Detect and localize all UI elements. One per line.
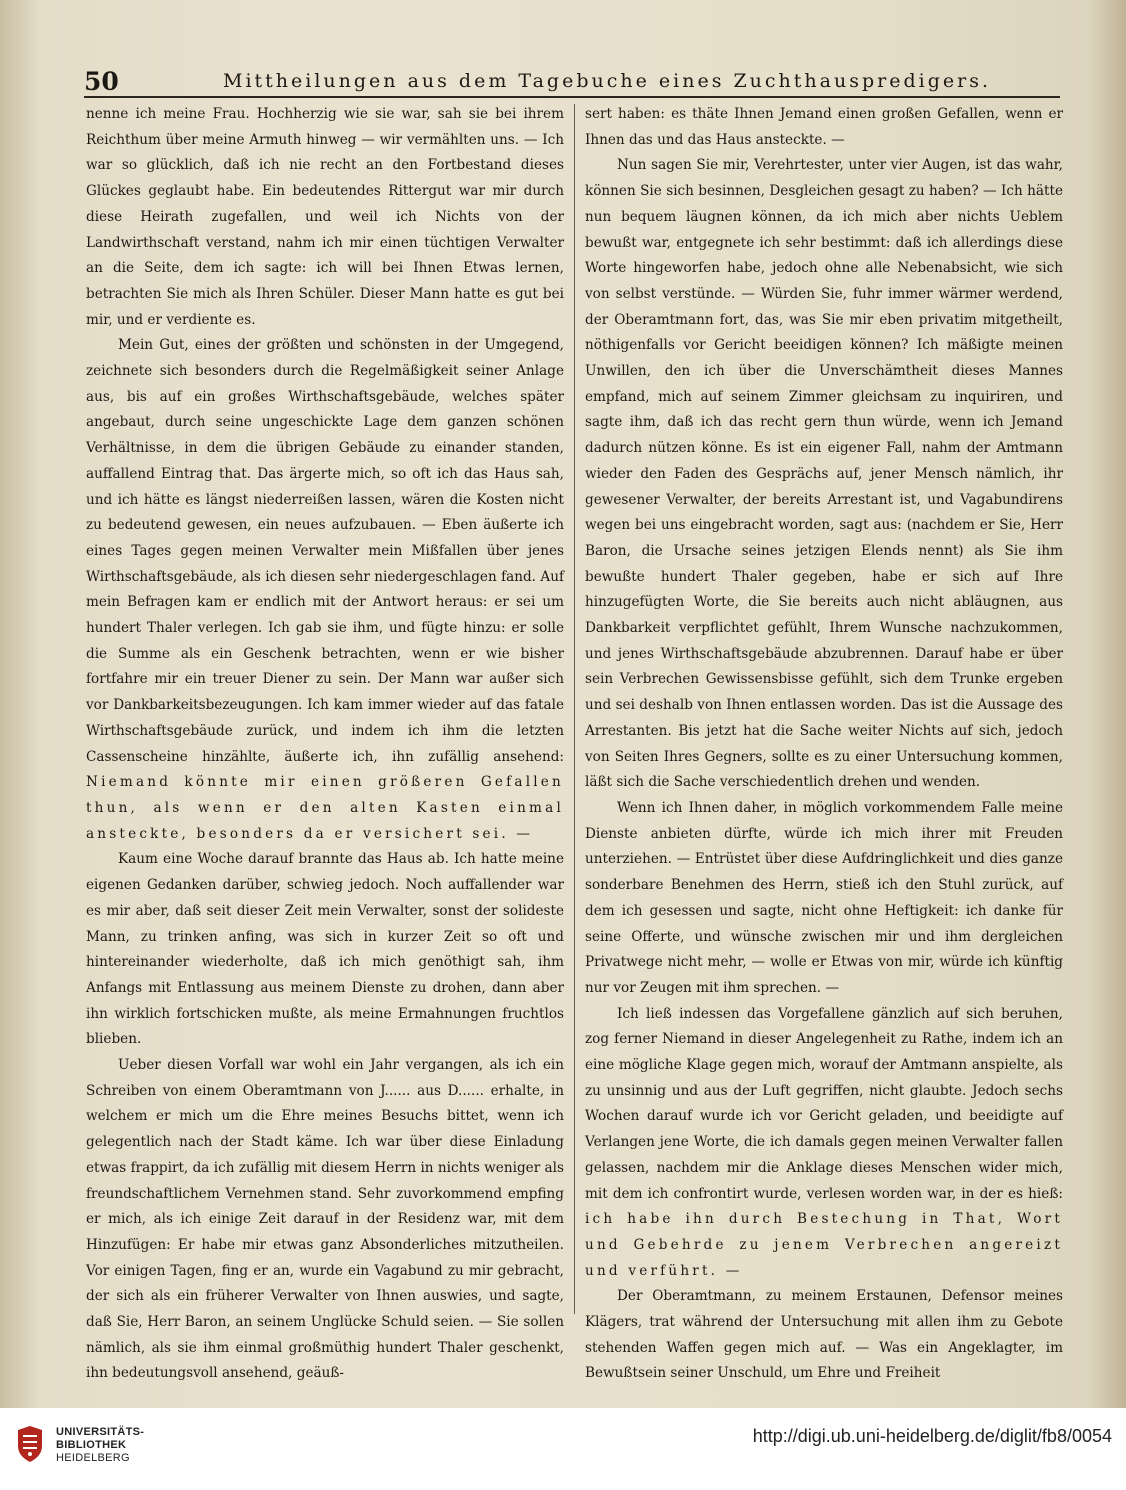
page-number: 50 <box>84 66 119 96</box>
running-title: Mittheilungen aus dem Tagebuche eines Zuchthauspredigers. <box>222 70 991 92</box>
source-url-link[interactable]: http://digi.ub.uni-heidelberg.de/diglit/fb8/0054 <box>752 1426 1112 1446</box>
paragraph: Kaum eine Woche darauf brannte das Haus ab. Ich hatte meine eigenen Gedanken darüber, schwieg jedoch. Noch auffallender war es mir aber, daß seit dieser Zeit mein Verwalter, sonst der solideste Mann, zu trinken anfing, was sich in kurzer Zeit so oft und hintereinander wiederholte, daß ich mich genöthigt sah, ihm Anfangs mit Entlassung aus meinem Dienste zu drohen, dann aber ihn wirklich fortschicken mußte, als meine Ermahnungen fruchtlos blieben. <box>86 851 564 1048</box>
paragraph-text: Mein Gut, eines der größten und schönsten in der Umgegend, zeichnete sich besonders durch die Regelmäßigkeit seiner Anlage aus, bis auf ein großes Wirthschaftsgebäude, welches später angebaut, durch seine ungeschickte Lage dem ganzen schönen Verhältnisse, in dem die übrigen Gebäude zu einander standen, auffallend Eintrag that. Das ärgerte mich, so oft ich das Haus sah, und ich hätte es längst niederreißen lassen, wären die Kosten nicht zu bedeutend gewesen, ein neues aufzubauen. — Eben äußerte ich eines Tages gegen meinen Verwalter mein Mißfallen über jenes Wirthschaftsgebäude, als ich diesen sehr niedergeschlagen fand. Auf mein Befragen kam er endlich mit der Antwort heraus: er sei um hundert Thaler verlegen. Ich gab sie ihm, und fügte hinzu: er solle die Summe als ein Geschenk betrachten, wenn er wie bisher fortfahre mir ein treuer Diener zu sein. Der Mann war außer sich vor Dankbarkeitsbezeugungen. Ich kam immer wieder auf das fatale Wirthschaftsgebäude zurück, und indem ich ihm die letzten Cassenscheine hinzählte, äußerte ich, ihn zufällig ansehend: <box>86 337 564 765</box>
paragraph: nenne ich meine Frau. Hochherzig wie sie war, sah sie bei ihrem Reichthum über meine Armuth hinweg — wir vermählten uns. — Ich war so glücklich, daß ich nie recht an den Fortbestand dieses Glückes geglaubt habe. Ein bedeutendes Rittergut war mir durch diese Heirath zugefallen, und weil ich Nichts von der Landwirthschaft verstand, nahm ich mir einen tüchtigen Verwalter an die Seite, dem ich sagte: ich will bei Ihnen Etwas lernen, betrachten Sie mich als Ihren Schüler. Dieser Mann hatte es gut bei mir, und er verdiente es. <box>86 106 564 328</box>
footer-bar <box>0 1408 1126 1490</box>
paragraph: sert haben: es thäte Ihnen Jemand einen großen Gefallen, wenn er Ihnen das und das Haus ansteckte. — <box>585 106 1063 148</box>
library-name-line: BIBLIOTHEK <box>56 1439 127 1451</box>
paragraph <box>86 333 564 847</box>
paragraph: Ueber diesen Vorfall war wohl ein Jahr vergangen, als ich ein Schreiben von einem Oberamtmann von J...... aus D...... erhalte, in welchem er mich um die Ehre meines Besuchs bittet, wenn ich gelegentlich nach der Stadt käme. Ich war über diese Einladung etwas frappirt, da ich zufällig mit diesem Herrn in nichts weniger als freundschaftlichem Vernehmen stand. Sehr zuvorkommend empfing er mich, als ich einige Zeit darauf in der Residenz war, mit dem Hinzufügen: Er habe mir etwas ganz Absonderliches mitzutheilen. Vor einigen Tagen, fing er an, wurde ein Vagabund zu mir gebracht, der sich als ein früherer Verwalter von Ihnen auswies, und sagte, daß Sie, Herr Baron, an seinem Unglücke Schuld seien. — Sie sollen nämlich, als sie ihm einmal großmüthig hundert Thaler geschenkt, ihn bedeutungsvoll ansehend, geäuß- <box>86 1057 564 1382</box>
paragraph <box>585 1002 1063 1285</box>
paragraph: Nun sagen Sie mir, Verehrtester, unter vier Augen, ist das wahr, können Sie sich besinnen, Desgleichen gesagt zu haben? — Ich hätte nun bequem läugnen können, da ich mich aber nichts Ueblem bewußt war, entgegnete ich sehr bestimmt: daß ich allerdings diese Worte hingeworfen habe, jedoch ohne alle Nebenabsicht, wie sich von selbst verstünde. — Würden Sie, fuhr immer wärmer werdend, der Oberamtmann fort, das, was Sie mir eben privatim mitgetheilt, nöthigenfalls vor Gericht beeidigen können? Ich mäßigte meinen Unwillen, den ich über die Unverschämtheit dieses Mannes empfand, mich auf seinem Zimmer gleichsam zu inquiriren, und sagte ihm, daß ich das recht gern thun würde, wenn ich Jemand dadurch nützen könne. Es ist ein eigener Fall, nahm der Amtmann wieder den Faden des Gesprächs auf, jener Mensch nämlich, ihr gewesener Verwalter, der bereits Arrestant ist, und Vagabundirens wegen bei uns eingebracht worden, sagt aus: (nachdem er Sie, Herr Baron, die Ursache seines jetzigen Elends nennt) als Sie ihm bewußte hundert Thaler gegeben, habe er sich auf Ihre hinzugefügten Worte, die Sie bereits auch nicht abläugnen, aus Dankbarkeit verpflichtet gefühlt, Ihrem Wunsche nachzukommen, und jenes Wirthschaftsgebäude abzubrennen. Darauf habe er über sein Verbrechen Gewissensbisse gefühlt, sich dem Trunke ergeben und sei deshalb von Ihnen entlassen worden. Das ist die Aussage des Arrestanten. Bis jetzt hat die Sache weiter Nichts auf sich, jedoch von Seiten Ihres Gegners, sollte es zu einer Untersuchung kommen, läßt sich die Sache verschiedentlich drehen und wenden. <box>585 157 1063 791</box>
paragraph: Wenn ich Ihnen daher, in möglich vorkommendem Falle meine Dienste anbieten dürfte, würde ich mich ihrer mit Freuden unterziehen. — Entrüstet über diese Aufdringlichkeit und dies ganze sonderbare Benehmen des Herrn, stieß ich den Stuhl zurück, auf dem ich gesessen und sagte, nicht ohne Heftigkeit: ich danke für seine Offerte, und wünsche zwischen mir und ihm dergleichen Privatwege nicht mehr, — wolle er Etwas von mir, würde ich künftig nur vor Zeugen mit ihm sprechen. — <box>585 799 1063 996</box>
page-header <box>84 64 1060 98</box>
university-library-seal-icon <box>14 1424 46 1464</box>
library-name-line: UNIVERSITÄTS- <box>56 1426 145 1438</box>
header-rule <box>84 96 1060 98</box>
spaced-quote: ich habe ihn durch Bestechung in That, Wort und Gebehrde zu jenem Verbrechen angereizt und verführt. — <box>585 1211 1063 1279</box>
left-column <box>86 102 564 1382</box>
paragraph-text: Ich ließ indessen das Vorgefallene gänzlich auf sich beruhen, zog ferner Niemand in dieser Angelegenheit zu Rathe, indem ich an eine mögliche Klage gegen mich, worauf der Amtmann anspielte, als zu unsinnig und aus der Luft gegriffen, nicht glaubte. Jedoch sechs Wochen darauf wurde ich vor Gericht geladen, und beeidigte auf Verlangen jene Worte, die ich damals gegen meinen Verwalter fallen gelassen, nachdem mir die Anklage dieses Menschen wider mich, mit dem ich confrontirt wurde, verlesen worden war, in der es hieß: <box>585 1005 1063 1202</box>
library-name-line: HEIDELBERG <box>56 1452 130 1464</box>
paragraph: Der Oberamtmann, zu meinem Erstaunen, Defensor meines Klägers, trat während der Untersuchung mit allen ihm zu Gebote stehenden Waffen gegen mich auf. — Was ein Angeklagter, im Bewußtsein seiner Unschuld, um Ehre und Freiheit <box>585 1288 1063 1382</box>
spaced-quote: Niemand könnte mir einen größeren Gefallen thun, als wenn er den alten Kasten einmal ansteckte, besonders da er versichert sei. — <box>86 774 564 842</box>
library-name <box>56 1426 144 1465</box>
column-divider <box>574 104 575 1314</box>
right-column <box>585 102 1063 1382</box>
